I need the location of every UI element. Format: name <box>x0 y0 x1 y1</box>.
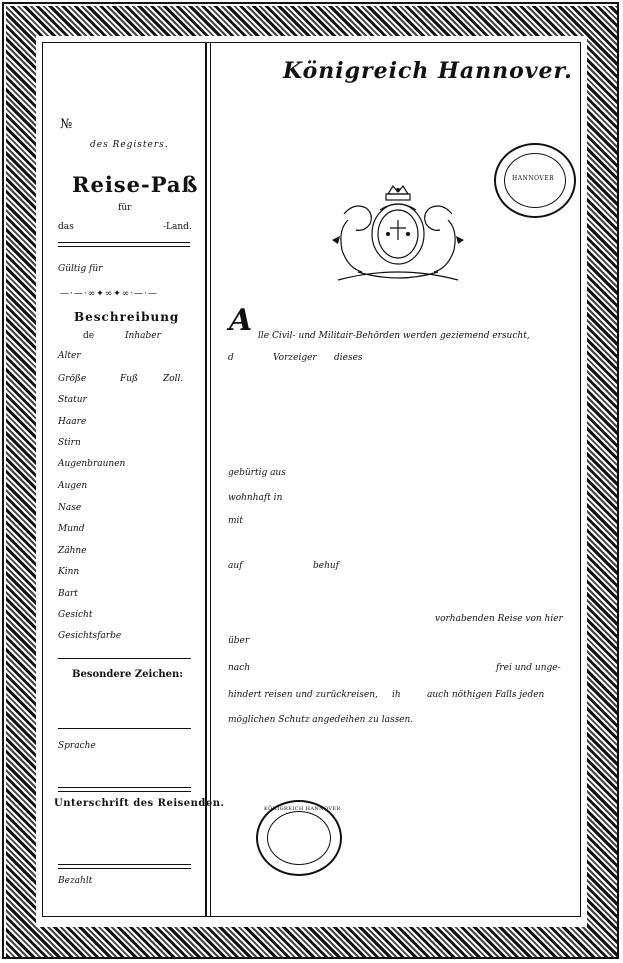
column-divider <box>205 42 211 917</box>
field-feet: Fuß <box>120 374 139 384</box>
separator-rule <box>58 658 191 659</box>
field-height: Größe <box>58 374 87 384</box>
traveler-signature-label: Unterschrift des Reisenden. <box>54 798 225 809</box>
field-hair: Haare <box>58 417 87 427</box>
field-complexion: Gesichtsfarbe <box>58 631 122 641</box>
field-face: Gesicht <box>58 610 93 620</box>
field-eyes: Augen <box>58 481 88 491</box>
unhindered-line-end: auch nöthigen Falls jeden <box>427 690 545 700</box>
separator-rule <box>58 728 191 729</box>
field-beard: Bart <box>58 589 78 599</box>
language-label: Sprache <box>58 741 96 751</box>
das-label: das <box>58 222 74 232</box>
intended-journey-label: vorhabenden Reise von hier <box>435 614 563 624</box>
passport-title: Reise-Paß <box>72 172 199 197</box>
land-label: -Land. <box>163 222 192 232</box>
line2-d: d <box>228 353 234 363</box>
of-label: de <box>83 331 95 341</box>
to-label: nach <box>228 663 250 673</box>
valid-for-label: Gültig für <box>58 264 103 274</box>
request-line: lle Civil- und Militair-Behörden werden geziemend ersucht, <box>258 331 530 341</box>
line2-bearer: Vorzeiger <box>273 353 317 363</box>
protection-line: möglichen Schutz angedeihen zu lassen. <box>228 715 414 725</box>
free-and-label: frei und unge- <box>496 663 561 673</box>
field-stature: Statur <box>58 395 87 405</box>
for-label: für <box>118 203 132 213</box>
field-chin: Kinn <box>58 567 80 577</box>
paid-label: Bezahlt <box>58 876 93 886</box>
official-seal-stamp <box>494 143 576 218</box>
register-label: des Registers. <box>90 140 169 150</box>
seal-text-bottom: KÖNIGREICH HANNOVER <box>264 806 341 812</box>
coat-of-arms-emblem <box>318 180 478 292</box>
seal-text: HANNOVER <box>512 175 555 182</box>
field-mouth: Mund <box>58 524 85 534</box>
unhindered-line-ih: ih <box>392 690 401 700</box>
on-label: auf <box>228 561 243 571</box>
description-heading: Beschreibung <box>74 310 180 324</box>
with-label: mit <box>228 516 244 526</box>
document-title: Königreich Hannover. <box>283 58 573 84</box>
field-forehead: Stirn <box>58 438 81 448</box>
field-teeth: Zähne <box>58 546 87 556</box>
line2-this: dieses <box>334 353 363 363</box>
special-marks-label: Besondere Zeichen: <box>72 669 183 680</box>
holder-label: Inhaber <box>125 331 161 341</box>
born-label: gebürtig aus <box>228 468 286 478</box>
separator-rule <box>58 864 191 869</box>
ornament-rule: —·—·∞✦∞✦∞·—·— <box>60 289 159 299</box>
field-age: Alter <box>58 351 81 361</box>
number-sign: № <box>60 117 73 132</box>
separator-rule <box>58 242 190 247</box>
separator-rule <box>58 787 191 792</box>
via-label: über <box>228 636 250 646</box>
field-eyebrows: Augenbraunen <box>58 459 126 469</box>
for-purpose-label: behuf <box>313 561 340 571</box>
unhindered-line: hindert reisen und zurückreisen, <box>228 690 378 700</box>
field-nose: Nase <box>58 503 82 513</box>
field-inches: Zoll. <box>163 374 184 384</box>
initial-letter: A <box>229 303 253 338</box>
official-seal-stamp-bottom <box>256 800 342 876</box>
residing-label: wohnhaft in <box>228 493 283 503</box>
